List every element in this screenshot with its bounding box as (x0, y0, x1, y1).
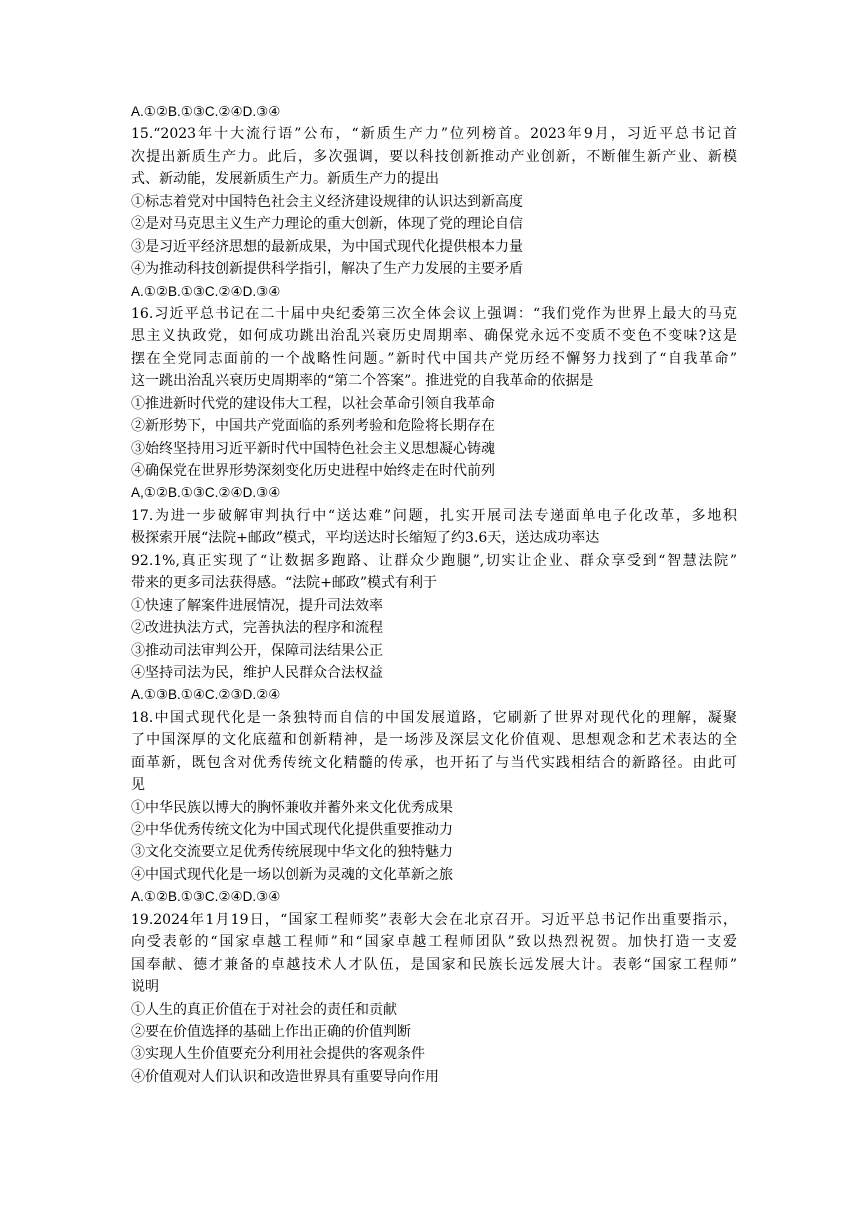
text-line: 17.为进一步破解审判执行中“送达难”问题，扎实开展司法专递面单电子化改革，多地积 (131, 507, 737, 524)
text-line: ③始终坚持用习近平新时代中国特色社会主义思想凝心铸魂 (131, 440, 495, 457)
text-line: ④中国式现代化是一场以创新为灵魂的文化革新之旅 (131, 866, 453, 883)
text-line: ②是对马克思主义生产力理论的重大创新，体现了党的理论自信 (131, 216, 523, 233)
text-line: ①人生的真正价值在于对社会的责任和贡献 (131, 1001, 397, 1018)
text-line: ③推动司法审判公开，保障司法结果公正 (131, 642, 383, 659)
text-line: 极探索开展“法院+邮政”模式，平均送达时长缩短了约3.6天，送达成功率达 (131, 530, 600, 547)
text-line: 说明 (131, 979, 159, 996)
text-line: 见 (131, 777, 145, 794)
text-line: ②要在价值选择的基础上作出正确的价值判断 (131, 1023, 411, 1040)
answer-options-line: A.①②B.①③C.②④D.③④ (131, 889, 281, 905)
text-line: ①标志着党对中国特色社会主义经济建设规律的认识达到新高度 (131, 193, 523, 210)
answer-options-line: A.①②B.①③C.②④D.③④ (131, 283, 281, 299)
text-line: ①推进新时代党的建设伟大工程，以社会革命引领自我革命 (131, 395, 495, 412)
text-line: 向受表彰的“国家卓越工程师”和“国家卓越工程师团队”致以热烈祝贺。加快打造一支爱 (131, 934, 737, 951)
text-line: 面革新，既包含对优秀传统文化精髓的传承，也开拓了与当代实践相结合的新路径。由此可 (131, 754, 737, 771)
text-line: ④确保党在世界形势深刻变化历史进程中始终走在时代前列 (131, 463, 495, 479)
text-line: 思主义执政党，如何成功跳出治乱兴衰历史周期率、确保党永远不变质不变色不变味?这是 (131, 328, 737, 345)
text-line: ②新形势下，中国共产党面临的系列考验和危险将长期存在 (131, 418, 495, 435)
answer-options-line: A.①③B.①④C.②③D.②④ (131, 687, 281, 703)
text-line: 式、新动能，发展新质生产力。新质生产力的提出 (131, 171, 439, 188)
text-line: 带来的更多司法获得感。“法院+邮政”模式有利于 (131, 575, 438, 592)
text-line: 18.中国式现代化是一条独特而自信的中国发展道路，它刷新了世界对现代化的理解，凝聚 (131, 709, 737, 726)
text-line: 了中国深厚的文化底蕴和创新精神，是一场涉及深层文化价值观、思想观念和艺术表达的全 (131, 732, 737, 749)
text-line: 16.习近平总书记在二十届中央纪委第三次全体会议上强调：“我们党作为世界上最大的马克 (131, 305, 737, 322)
text-line: ③文化交流要立足优秀传统展现中华文化的独特魅力 (131, 844, 453, 861)
text-line: ①快速了解案件进展情况，提升司法效率 (131, 597, 383, 614)
answer-options-line: A,①②B.①③C.②④D.③④ (131, 485, 281, 501)
text-line: ②中华优秀传统文化为中国式现代化提供重要推动力 (131, 822, 453, 838)
text-line: ③是习近平经济思想的最新成果，为中国式现代化提供根本力量 (131, 238, 523, 255)
text-line: 19.2024年1月19日，“国家工程师奖”表彰大会在北京召开。习近平总书记作出重要指示， (131, 911, 737, 928)
text-line: ④价值观对人们认识和改造世界具有重要导向作用 (131, 1068, 439, 1085)
text-line: ③实现人生价值要充分利用社会提供的客观条件 (131, 1046, 425, 1063)
text-line: 次提出新质生产力。此后，多次强调，要以科技创新推动产业创新，不断催生新产业、新模 (131, 148, 737, 165)
text-line: 国奉献、德才兼备的卓越技术人才队伍，是国家和民族长远发展大计。表彰“国家工程师” (131, 956, 737, 973)
text-line: ①中华民族以博大的胸怀兼收并蓄外来文化优秀成果 (131, 799, 453, 816)
text-line: 这一跳出治乱兴衰历史周期率的“第二个答案”。推进党的自我革命的依据是 (131, 373, 594, 390)
text-line: 92.1%,真正实现了“让数据多跑路、让群众少跑腿”,切实让企业、群众享受到“智慧法院” (131, 552, 737, 569)
text-line: ②改进执法方式，完善执法的程序和流程 (131, 620, 383, 637)
answer-options-line: A.①②B.①③C.②④D.③④ (131, 104, 281, 119)
text-line: ④坚持司法为民，维护人民群众合法权益 (131, 664, 383, 681)
text-line: 15.“2023年十大流行语”公布，“新质生产力”位列榜首。2023年9月，习近平总书记首 (131, 126, 737, 143)
document-page (131, 101, 737, 1088)
text-line: 摆在全党同志面前的一个战略性问题。”新时代中国共产党历经不懈努力找到了“自我革命” (131, 350, 737, 367)
text-line: ④为推动科技创新提供科学指引，解决了生产力发展的主要矛盾 (131, 261, 523, 278)
